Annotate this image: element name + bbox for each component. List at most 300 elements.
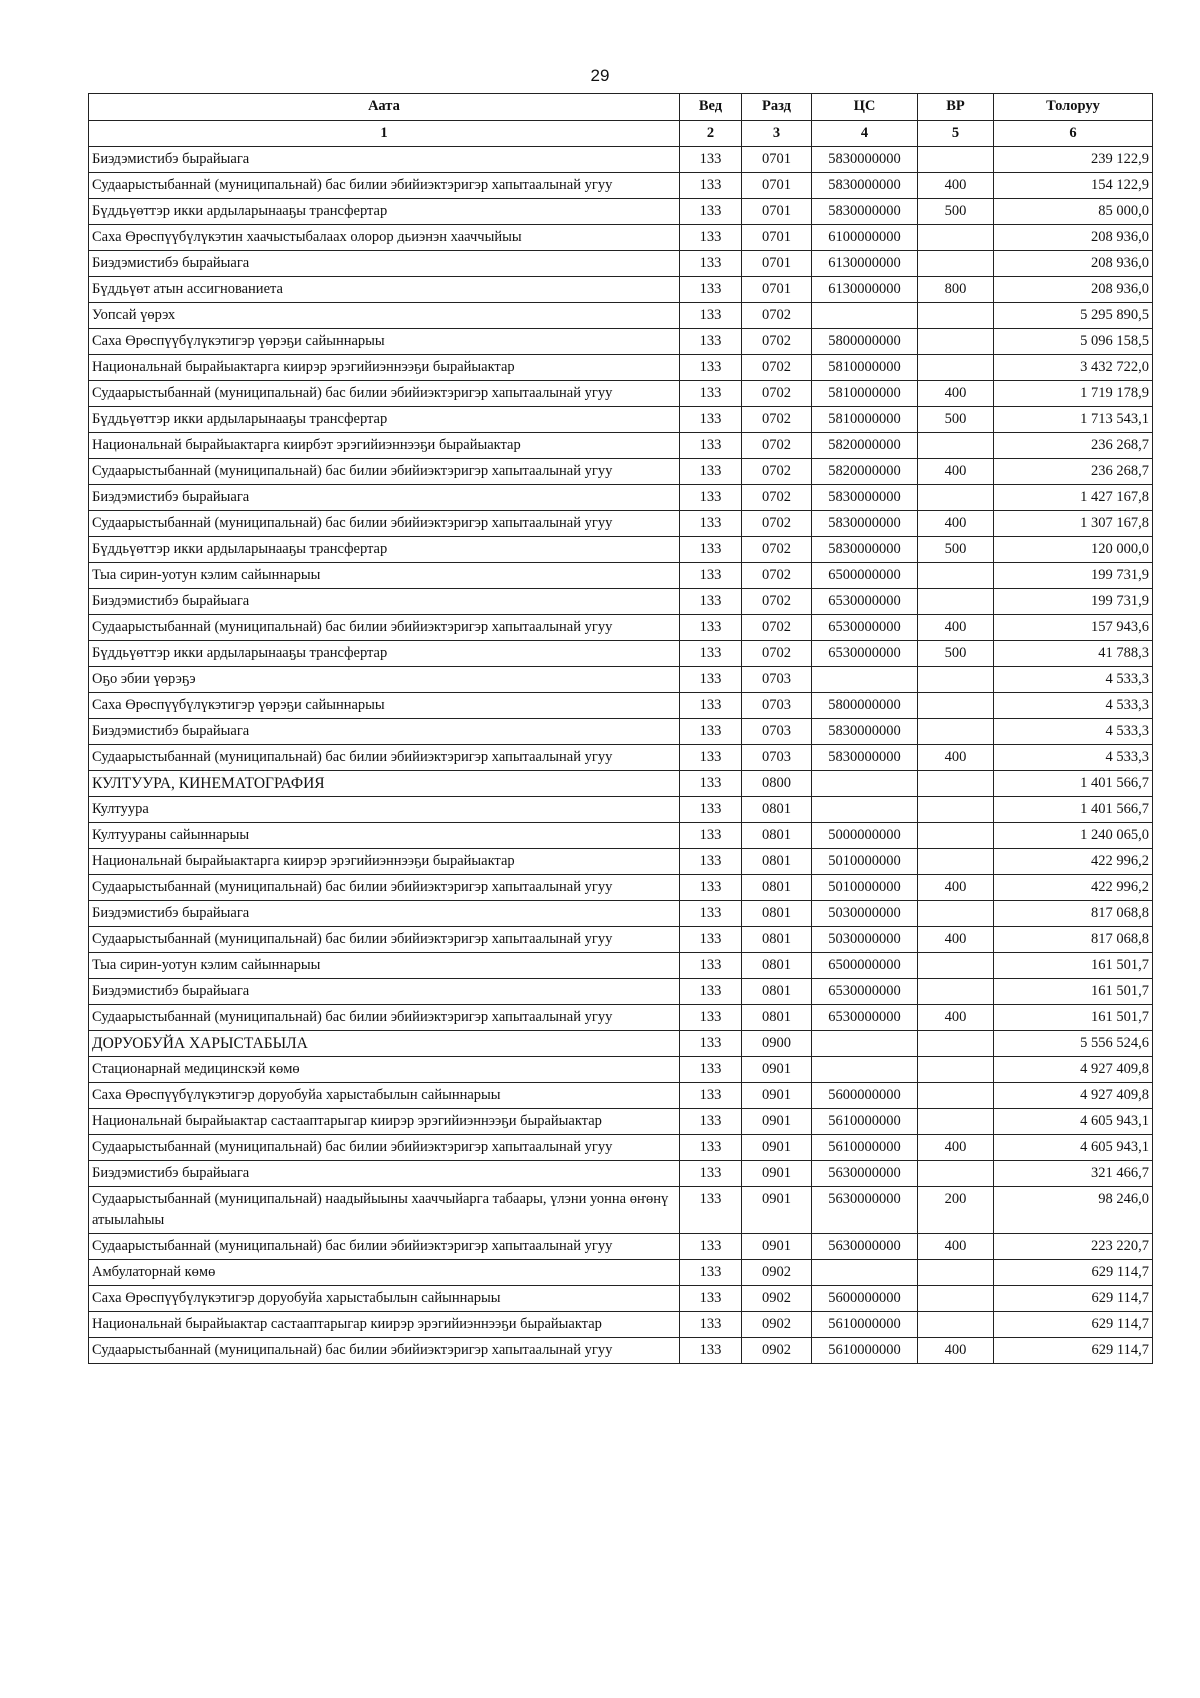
table-row: [89, 381, 1153, 407]
row-cs-cell: 6530000000: [812, 615, 918, 641]
row-ved-cell: 133: [680, 641, 742, 667]
row-amount-cell: 1 240 065,0: [994, 823, 1153, 849]
table-row: [89, 485, 1153, 511]
table-row: [89, 719, 1153, 745]
row-cs-cell: 5610000000: [812, 1312, 918, 1338]
row-ved-cell: 133: [680, 797, 742, 823]
table-row: [89, 563, 1153, 589]
row-ved-cell: 133: [680, 901, 742, 927]
row-ved-cell: 133: [680, 303, 742, 329]
row-cs-cell: 5600000000: [812, 1083, 918, 1109]
row-amount-cell: 154 122,9: [994, 173, 1153, 199]
row-vr-cell: 500: [918, 537, 994, 563]
row-name-cell: Судаарыстыбаннай (муниципальнай) бас билии эбийиэктэригэр хапытаалынай угуу: [89, 927, 680, 953]
row-ved-cell: 133: [680, 407, 742, 433]
row-ved-cell: 133: [680, 615, 742, 641]
table-row: [89, 355, 1153, 381]
table-row: [89, 407, 1153, 433]
row-name-cell: Национальнай бырайыактарга киирбэт эрэгийиэннээҕи бырайыактар: [89, 433, 680, 459]
table-row: [89, 875, 1153, 901]
row-vr-cell: 400: [918, 927, 994, 953]
table-row: [89, 1338, 1153, 1364]
row-vr-cell: [918, 901, 994, 927]
row-cs-cell: 5820000000: [812, 433, 918, 459]
column-index: 6: [994, 121, 1153, 147]
row-cs-cell: [812, 797, 918, 823]
row-name-cell: Саха Өрөспүүбүлүкэтигэр доруобуйа харыстабылын сайыннарыы: [89, 1286, 680, 1312]
row-ved-cell: 133: [680, 1057, 742, 1083]
row-amount-cell: 161 501,7: [994, 953, 1153, 979]
row-ved-cell: 133: [680, 1260, 742, 1286]
row-amount-cell: 161 501,7: [994, 979, 1153, 1005]
row-cs-cell: 5800000000: [812, 329, 918, 355]
row-name-cell: Биэдэмистибэ бырайыага: [89, 485, 680, 511]
row-ved-cell: 133: [680, 485, 742, 511]
table-row: [89, 1187, 1153, 1234]
row-vr-cell: [918, 433, 994, 459]
row-razd-cell: 0703: [742, 719, 812, 745]
row-name-cell: Биэдэмистибэ бырайыага: [89, 147, 680, 173]
row-cs-cell: [812, 1057, 918, 1083]
row-cs-cell: 6500000000: [812, 563, 918, 589]
row-name-cell: Бүддьүөттэр икки ардыларынааҕы трансфертар: [89, 199, 680, 225]
row-ved-cell: 133: [680, 589, 742, 615]
row-razd-cell: 0801: [742, 849, 812, 875]
column-index-row: [89, 121, 1153, 147]
row-razd-cell: 0801: [742, 927, 812, 953]
row-vr-cell: [918, 797, 994, 823]
row-razd-cell: 0702: [742, 433, 812, 459]
row-amount-cell: 199 731,9: [994, 589, 1153, 615]
row-name-cell: Тыа сирин-уотун кэлим сайыннарыы: [89, 563, 680, 589]
row-ved-cell: 133: [680, 693, 742, 719]
row-ved-cell: 133: [680, 771, 742, 797]
row-name-cell: Бүддьүөт атын ассигнованиета: [89, 277, 680, 303]
column-index: 2: [680, 121, 742, 147]
row-ved-cell: 133: [680, 1312, 742, 1338]
row-cs-cell: 6500000000: [812, 953, 918, 979]
row-razd-cell: 0701: [742, 251, 812, 277]
row-ved-cell: 133: [680, 1161, 742, 1187]
row-cs-cell: [812, 667, 918, 693]
row-amount-cell: 817 068,8: [994, 927, 1153, 953]
row-razd-cell: 0701: [742, 199, 812, 225]
row-name-cell: Бүддьүөттэр икки ардыларынааҕы трансфертар: [89, 537, 680, 563]
row-cs-cell: 5830000000: [812, 745, 918, 771]
row-vr-cell: 400: [918, 1135, 994, 1161]
row-razd-cell: 0701: [742, 277, 812, 303]
table-row: [89, 225, 1153, 251]
table-row: [89, 589, 1153, 615]
row-razd-cell: 0703: [742, 693, 812, 719]
row-vr-cell: 400: [918, 459, 994, 485]
row-vr-cell: 500: [918, 407, 994, 433]
table-row: [89, 173, 1153, 199]
row-razd-cell: 0801: [742, 979, 812, 1005]
column-index: 3: [742, 121, 812, 147]
row-amount-cell: 161 501,7: [994, 1005, 1153, 1031]
table-row: [89, 615, 1153, 641]
row-amount-cell: 321 466,7: [994, 1161, 1153, 1187]
row-cs-cell: 5010000000: [812, 849, 918, 875]
row-amount-cell: 98 246,0: [994, 1187, 1153, 1234]
row-cs-cell: 5800000000: [812, 693, 918, 719]
row-vr-cell: 800: [918, 277, 994, 303]
row-name-cell: Судаарыстыбаннай (муниципальнай) наадыйыыны хааччыйарга табаары, үлэни уонна өҥөнү атыылаһыы: [89, 1187, 680, 1234]
row-ved-cell: 133: [680, 511, 742, 537]
table-row: [89, 693, 1153, 719]
row-vr-cell: [918, 849, 994, 875]
row-amount-cell: 223 220,7: [994, 1234, 1153, 1260]
row-name-cell: Судаарыстыбаннай (муниципальнай) бас билии эбийиэктэригэр хапытаалынай угуу: [89, 1135, 680, 1161]
row-name-cell: КУЛТУУРА, КИНЕМАТОГРАФИЯ: [89, 771, 680, 797]
row-cs-cell: 5830000000: [812, 537, 918, 563]
row-ved-cell: 133: [680, 225, 742, 251]
row-cs-cell: 5810000000: [812, 355, 918, 381]
row-vr-cell: [918, 329, 994, 355]
row-cs-cell: 6530000000: [812, 641, 918, 667]
row-cs-cell: [812, 303, 918, 329]
table-row: [89, 459, 1153, 485]
row-cs-cell: 6530000000: [812, 589, 918, 615]
row-name-cell: Судаарыстыбаннай (муниципальнай) бас билии эбийиэктэригэр хапытаалынай угуу: [89, 1338, 680, 1364]
row-name-cell: Биэдэмистибэ бырайыага: [89, 589, 680, 615]
row-name-cell: ДОРУОБУЙА ХАРЫСТАБЫЛА: [89, 1031, 680, 1057]
row-vr-cell: [918, 303, 994, 329]
row-amount-cell: 199 731,9: [994, 563, 1153, 589]
row-ved-cell: 133: [680, 1234, 742, 1260]
row-ved-cell: 133: [680, 1338, 742, 1364]
row-razd-cell: 0902: [742, 1338, 812, 1364]
table-row: [89, 1286, 1153, 1312]
row-ved-cell: 133: [680, 147, 742, 173]
row-amount-cell: 208 936,0: [994, 277, 1153, 303]
row-name-cell: Судаарыстыбаннай (муниципальнай) бас билии эбийиэктэригэр хапытаалынай угуу: [89, 615, 680, 641]
row-amount-cell: 5 556 524,6: [994, 1031, 1153, 1057]
header-razd: Разд: [742, 94, 812, 121]
row-amount-cell: 208 936,0: [994, 251, 1153, 277]
section-row: [89, 771, 1153, 797]
row-razd-cell: 0901: [742, 1109, 812, 1135]
row-amount-cell: 3 432 722,0: [994, 355, 1153, 381]
row-cs-cell: 5630000000: [812, 1187, 918, 1234]
row-razd-cell: 0701: [742, 225, 812, 251]
row-razd-cell: 0901: [742, 1057, 812, 1083]
row-vr-cell: [918, 1312, 994, 1338]
table-row: [89, 745, 1153, 771]
row-vr-cell: [918, 1260, 994, 1286]
row-razd-cell: 0801: [742, 875, 812, 901]
row-amount-cell: 236 268,7: [994, 459, 1153, 485]
table-row: [89, 147, 1153, 173]
table-row: [89, 329, 1153, 355]
row-cs-cell: 5630000000: [812, 1234, 918, 1260]
table-row: [89, 979, 1153, 1005]
row-ved-cell: 133: [680, 381, 742, 407]
row-cs-cell: 5830000000: [812, 199, 918, 225]
row-vr-cell: 500: [918, 199, 994, 225]
table-row: [89, 251, 1153, 277]
row-vr-cell: [918, 1109, 994, 1135]
row-amount-cell: 422 996,2: [994, 849, 1153, 875]
row-amount-cell: 1 401 566,7: [994, 771, 1153, 797]
row-cs-cell: 5830000000: [812, 147, 918, 173]
row-vr-cell: [918, 1161, 994, 1187]
row-name-cell: Судаарыстыбаннай (муниципальнай) бас билии эбийиэктэригэр хапытаалынай угуу: [89, 1234, 680, 1260]
row-razd-cell: 0702: [742, 563, 812, 589]
row-amount-cell: 239 122,9: [994, 147, 1153, 173]
row-vr-cell: [918, 979, 994, 1005]
page-number: 29: [590, 66, 610, 85]
row-vr-cell: [918, 1286, 994, 1312]
row-razd-cell: 0902: [742, 1312, 812, 1338]
row-amount-cell: 120 000,0: [994, 537, 1153, 563]
table-row: [89, 1161, 1153, 1187]
table-row: [89, 433, 1153, 459]
table-row: [89, 1005, 1153, 1031]
row-name-cell: Судаарыстыбаннай (муниципальнай) бас билии эбийиэктэригэр хапытаалынай угуу: [89, 173, 680, 199]
row-amount-cell: 629 114,7: [994, 1260, 1153, 1286]
row-ved-cell: 133: [680, 1083, 742, 1109]
budget-table: [88, 93, 1153, 1364]
row-name-cell: Биэдэмистибэ бырайыага: [89, 251, 680, 277]
table-row: [89, 303, 1153, 329]
row-razd-cell: 0702: [742, 641, 812, 667]
row-razd-cell: 0801: [742, 953, 812, 979]
row-cs-cell: 6130000000: [812, 251, 918, 277]
row-amount-cell: 4 605 943,1: [994, 1135, 1153, 1161]
row-ved-cell: 133: [680, 173, 742, 199]
table-row: [89, 1260, 1153, 1286]
row-cs-cell: 5630000000: [812, 1161, 918, 1187]
header-cs: ЦС: [812, 94, 918, 121]
row-razd-cell: 0702: [742, 615, 812, 641]
row-razd-cell: 0702: [742, 355, 812, 381]
row-vr-cell: 400: [918, 615, 994, 641]
row-amount-cell: 1 427 167,8: [994, 485, 1153, 511]
row-ved-cell: 133: [680, 251, 742, 277]
table-row: [89, 849, 1153, 875]
row-name-cell: Национальнай бырайыактар састааптарыгар киирэр эрэгийиэннээҕи бырайыактар: [89, 1312, 680, 1338]
row-amount-cell: 1 713 543,1: [994, 407, 1153, 433]
row-name-cell: Саха Өрөспүүбүлүкэтигэр үөрэҕи сайыннарыы: [89, 693, 680, 719]
row-name-cell: Саха Өрөспүүбүлүкэтигэр доруобуйа харыстабылын сайыннарыы: [89, 1083, 680, 1109]
row-name-cell: Биэдэмистибэ бырайыага: [89, 979, 680, 1005]
row-vr-cell: [918, 693, 994, 719]
row-cs-cell: 5010000000: [812, 875, 918, 901]
row-vr-cell: [918, 147, 994, 173]
row-name-cell: Судаарыстыбаннай (муниципальнай) бас билии эбийиэктэригэр хапытаалынай угуу: [89, 459, 680, 485]
row-razd-cell: 0901: [742, 1234, 812, 1260]
table-row: [89, 1083, 1153, 1109]
row-vr-cell: [918, 667, 994, 693]
header-amount: Толоруу: [994, 94, 1153, 121]
row-vr-cell: 400: [918, 1005, 994, 1031]
row-name-cell: Судаарыстыбаннай (муниципальнай) бас билии эбийиэктэригэр хапытаалынай угуу: [89, 1005, 680, 1031]
row-name-cell: Национальнай бырайыактар састааптарыгар киирэр эрэгийиэннээҕи бырайыактар: [89, 1109, 680, 1135]
row-razd-cell: 0701: [742, 173, 812, 199]
row-razd-cell: 0702: [742, 381, 812, 407]
row-razd-cell: 0902: [742, 1286, 812, 1312]
row-amount-cell: 4 927 409,8: [994, 1057, 1153, 1083]
row-ved-cell: 133: [680, 927, 742, 953]
row-name-cell: Судаарыстыбаннай (муниципальнай) бас билии эбийиэктэригэр хапытаалынай угуу: [89, 875, 680, 901]
row-ved-cell: 133: [680, 719, 742, 745]
row-razd-cell: 0702: [742, 303, 812, 329]
row-amount-cell: 5 295 890,5: [994, 303, 1153, 329]
row-cs-cell: 5830000000: [812, 173, 918, 199]
row-name-cell: Судаарыстыбаннай (муниципальнай) бас билии эбийиэктэригэр хапытаалынай угуу: [89, 745, 680, 771]
row-ved-cell: 133: [680, 953, 742, 979]
row-name-cell: Судаарыстыбаннай (муниципальнай) бас билии эбийиэктэригэр хапытаалынай угуу: [89, 381, 680, 407]
column-index: 5: [918, 121, 994, 147]
row-ved-cell: 133: [680, 875, 742, 901]
row-razd-cell: 0703: [742, 667, 812, 693]
row-name-cell: Стационарнай медицинскэй көмө: [89, 1057, 680, 1083]
row-razd-cell: 0801: [742, 1005, 812, 1031]
row-amount-cell: 5 096 158,5: [994, 329, 1153, 355]
row-amount-cell: 817 068,8: [994, 901, 1153, 927]
row-ved-cell: 133: [680, 1286, 742, 1312]
row-razd-cell: 0801: [742, 797, 812, 823]
row-vr-cell: 400: [918, 173, 994, 199]
row-amount-cell: 1 307 167,8: [994, 511, 1153, 537]
table-row: [89, 823, 1153, 849]
row-amount-cell: 4 533,3: [994, 667, 1153, 693]
table-row: [89, 667, 1153, 693]
column-index: 4: [812, 121, 918, 147]
table-row: [89, 901, 1153, 927]
row-amount-cell: 1 401 566,7: [994, 797, 1153, 823]
header-row: [89, 94, 1153, 121]
row-razd-cell: 0801: [742, 823, 812, 849]
row-razd-cell: 0702: [742, 459, 812, 485]
table-row: [89, 797, 1153, 823]
row-amount-cell: 422 996,2: [994, 875, 1153, 901]
row-razd-cell: 0800: [742, 771, 812, 797]
row-ved-cell: 133: [680, 459, 742, 485]
row-name-cell: Биэдэмистибэ бырайыага: [89, 719, 680, 745]
table-row: [89, 1312, 1153, 1338]
row-ved-cell: 133: [680, 1005, 742, 1031]
row-razd-cell: 0702: [742, 329, 812, 355]
header-name: Аата: [89, 94, 680, 121]
table-row: [89, 1234, 1153, 1260]
row-vr-cell: [918, 1083, 994, 1109]
row-cs-cell: 5600000000: [812, 1286, 918, 1312]
row-vr-cell: [918, 251, 994, 277]
row-ved-cell: 133: [680, 1187, 742, 1234]
row-cs-cell: 5610000000: [812, 1338, 918, 1364]
row-amount-cell: 629 114,7: [994, 1338, 1153, 1364]
row-amount-cell: 4 533,3: [994, 719, 1153, 745]
row-ved-cell: 133: [680, 667, 742, 693]
row-amount-cell: 629 114,7: [994, 1286, 1153, 1312]
row-ved-cell: 133: [680, 849, 742, 875]
row-vr-cell: 400: [918, 745, 994, 771]
table-row: [89, 537, 1153, 563]
row-vr-cell: [918, 1031, 994, 1057]
row-razd-cell: 0702: [742, 485, 812, 511]
row-cs-cell: [812, 1260, 918, 1286]
row-vr-cell: 400: [918, 1234, 994, 1260]
table-row: [89, 1135, 1153, 1161]
row-ved-cell: 133: [680, 1135, 742, 1161]
row-cs-cell: 5830000000: [812, 719, 918, 745]
row-vr-cell: 400: [918, 875, 994, 901]
table-row: [89, 927, 1153, 953]
row-ved-cell: 133: [680, 745, 742, 771]
row-razd-cell: 0702: [742, 537, 812, 563]
row-cs-cell: 5810000000: [812, 407, 918, 433]
row-vr-cell: [918, 589, 994, 615]
row-vr-cell: [918, 719, 994, 745]
row-cs-cell: 5030000000: [812, 901, 918, 927]
row-name-cell: Национальнай бырайыактарга киирэр эрэгийиэннээҕи бырайыактар: [89, 849, 680, 875]
row-ved-cell: 133: [680, 563, 742, 589]
table-body: [89, 147, 1153, 1364]
row-amount-cell: 157 943,6: [994, 615, 1153, 641]
header-vr: ВР: [918, 94, 994, 121]
column-index: 1: [89, 121, 680, 147]
row-vr-cell: [918, 953, 994, 979]
row-razd-cell: 0901: [742, 1135, 812, 1161]
row-cs-cell: 6530000000: [812, 979, 918, 1005]
row-vr-cell: [918, 563, 994, 589]
row-name-cell: Бүддьүөттэр икки ардыларынааҕы трансфертар: [89, 641, 680, 667]
row-razd-cell: 0901: [742, 1161, 812, 1187]
row-vr-cell: [918, 485, 994, 511]
table-row: [89, 1057, 1153, 1083]
table-row: [89, 953, 1153, 979]
row-amount-cell: 4 927 409,8: [994, 1083, 1153, 1109]
row-ved-cell: 133: [680, 199, 742, 225]
row-ved-cell: 133: [680, 277, 742, 303]
row-cs-cell: [812, 771, 918, 797]
row-vr-cell: 500: [918, 641, 994, 667]
header-ved: Вед: [680, 94, 742, 121]
row-ved-cell: 133: [680, 823, 742, 849]
row-name-cell: Амбулаторнай көмө: [89, 1260, 680, 1286]
row-vr-cell: 400: [918, 511, 994, 537]
row-name-cell: Биэдэмистибэ бырайыага: [89, 901, 680, 927]
row-vr-cell: [918, 823, 994, 849]
table-header: [89, 94, 1153, 147]
row-ved-cell: 133: [680, 537, 742, 563]
row-razd-cell: 0901: [742, 1187, 812, 1234]
row-amount-cell: 4 533,3: [994, 693, 1153, 719]
table-row: [89, 199, 1153, 225]
row-razd-cell: 0702: [742, 511, 812, 537]
row-ved-cell: 133: [680, 433, 742, 459]
row-cs-cell: 5610000000: [812, 1135, 918, 1161]
row-amount-cell: 629 114,7: [994, 1312, 1153, 1338]
row-vr-cell: 200: [918, 1187, 994, 1234]
row-cs-cell: [812, 1031, 918, 1057]
section-row: [89, 1031, 1153, 1057]
row-cs-cell: 5000000000: [812, 823, 918, 849]
row-ved-cell: 133: [680, 979, 742, 1005]
row-cs-cell: 6130000000: [812, 277, 918, 303]
row-ved-cell: 133: [680, 329, 742, 355]
row-cs-cell: 6100000000: [812, 225, 918, 251]
row-razd-cell: 0702: [742, 407, 812, 433]
row-amount-cell: 41 788,3: [994, 641, 1153, 667]
row-razd-cell: 0702: [742, 589, 812, 615]
row-vr-cell: 400: [918, 1338, 994, 1364]
row-cs-cell: 5830000000: [812, 511, 918, 537]
row-razd-cell: 0900: [742, 1031, 812, 1057]
